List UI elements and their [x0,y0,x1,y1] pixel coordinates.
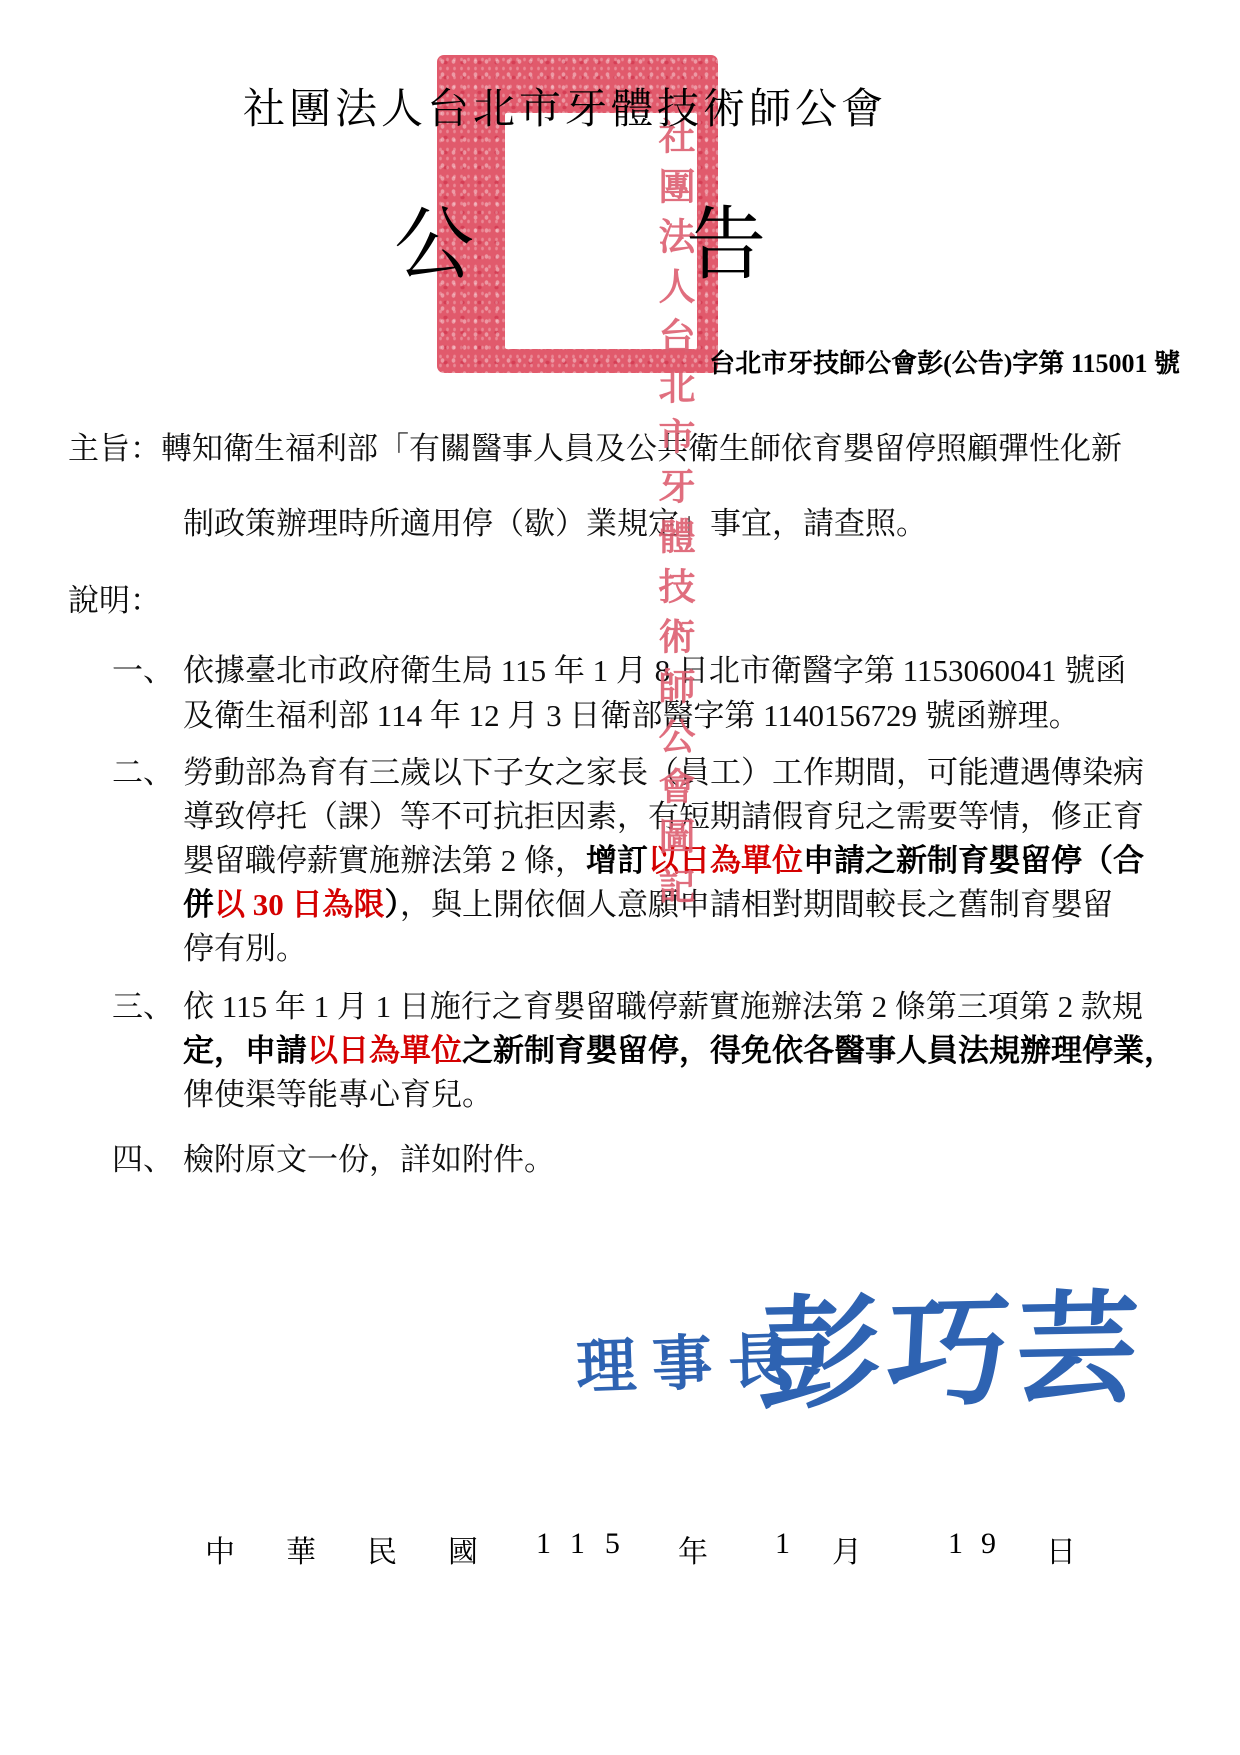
date-month-value: 1 [775,1527,790,1560]
item-3-line-1-text: 依 115 年 1 月 1 日施行之育嬰留職停薪實施辦法第 2 條第三項第 2 款規 [183,989,1143,1024]
date-year-char: 年 [678,1536,708,1569]
signature-chairman-title: 理事長 [575,1327,806,1401]
date-part: 華 [286,1536,316,1569]
reference-number: 台北市牙技師公會彭(公告)字第 115001 號 [709,349,1180,378]
item-4-number: 四、 [112,1142,174,1177]
subject-line-1 [68,430,1122,469]
subject-label: 主旨： [68,431,161,466]
item-3-line-3 [183,1076,493,1115]
seal-script-text: 社團法人台北市牙體技術師公會圖記 [652,117,693,917]
item-2-line-3-seg-1: 嬰留職停薪實施辦法第 2 條， [183,843,586,878]
item-1-line-1-text: 依據臺北市政府衛生局 115 年 1 月 8 日北市衛醫字第 1153060041 號函 [183,653,1127,688]
item-3-number: 三、 [112,989,174,1024]
item-3-line-2-seg-2-red: 以日為單位 [307,1033,462,1068]
item-2-line-4 [183,886,1113,925]
item-3-line-2-seg-1: 定，申請 [183,1033,307,1068]
item-2-line-3-seg-4: 申請之新制育嬰留停（合 [803,843,1144,878]
item-2-line-2-text: 導致停托（課）等不可抗拒因素，有短期請假育兒之需要等情，修正育 [183,799,1144,834]
subject-text-2: 制政策辦理時所適用停（歇）業規定」事宜，請查照。 [183,506,927,541]
date-day-value: 19 [948,1527,1014,1560]
item-2-line-4-seg-1: 併 [183,887,214,922]
subject-line-2 [183,505,927,544]
explanation-label: 說明： [68,583,161,618]
organization-title: 社團法人台北市牙體技術師公會 [242,87,887,133]
subject-text-1: 轉知衛生福利部「有關醫事人員及公共衛生師依育嬰留停照顧彈性化新 [161,431,1122,466]
item-2-line-3-seg-2: 增訂 [586,843,648,878]
item-3-line-3-text: 俾使渠等能專心育兒。 [183,1077,493,1112]
signature-chairman-name: 彭巧芸 [755,1282,1148,1425]
item-1-line-2 [183,697,1080,736]
item-4-line-1 [183,1141,555,1180]
item-1-number: 一、 [112,653,174,688]
item-1-line-2-text: 及衛生福利部 114 年 12 月 3 日衛部醫字第 1140156729 號函辦理。 [183,698,1080,733]
item-4-line-1-text: 檢附原文一份，詳如附件。 [183,1142,555,1177]
item-2-line-5 [183,930,307,969]
item-2-line-4-seg-2-red: 以 30 日為限 [214,887,385,922]
date-part: 國 [448,1536,478,1569]
date-part: 民 [367,1536,397,1569]
item-2-line-3-seg-3-red: 以日為單位 [648,843,803,878]
date-year-value: 115 [536,1527,640,1560]
item-2-line-4-seg-4: ，與上開依個人意願申請相對期間較長之舊制育嬰留 [400,887,1113,922]
announcement-char-gao: 告 [686,202,766,290]
item-3-line-1 [183,988,1143,1027]
date-day-char: 日 [1046,1536,1076,1569]
date-line [0,1527,1240,1569]
date-month-char: 月 [832,1536,862,1569]
item-3-line-2 [183,1032,1175,1071]
announcement-char-gong: 公 [394,202,474,290]
item-2-line-5-text: 停有別。 [183,931,307,966]
item-2-line-4-seg-3: ） [384,887,400,922]
item-2-number: 二、 [112,755,174,790]
date-part: 中 [205,1536,235,1569]
item-2-line-1-text: 勞動部為育有三歲以下子女之家長（員工）工作期間，可能遭遇傳染病 [183,755,1144,790]
item-3-line-2-seg-3: 之新制育嬰留停，得免依各醫事人員法規辦理停業， [462,1033,1175,1068]
